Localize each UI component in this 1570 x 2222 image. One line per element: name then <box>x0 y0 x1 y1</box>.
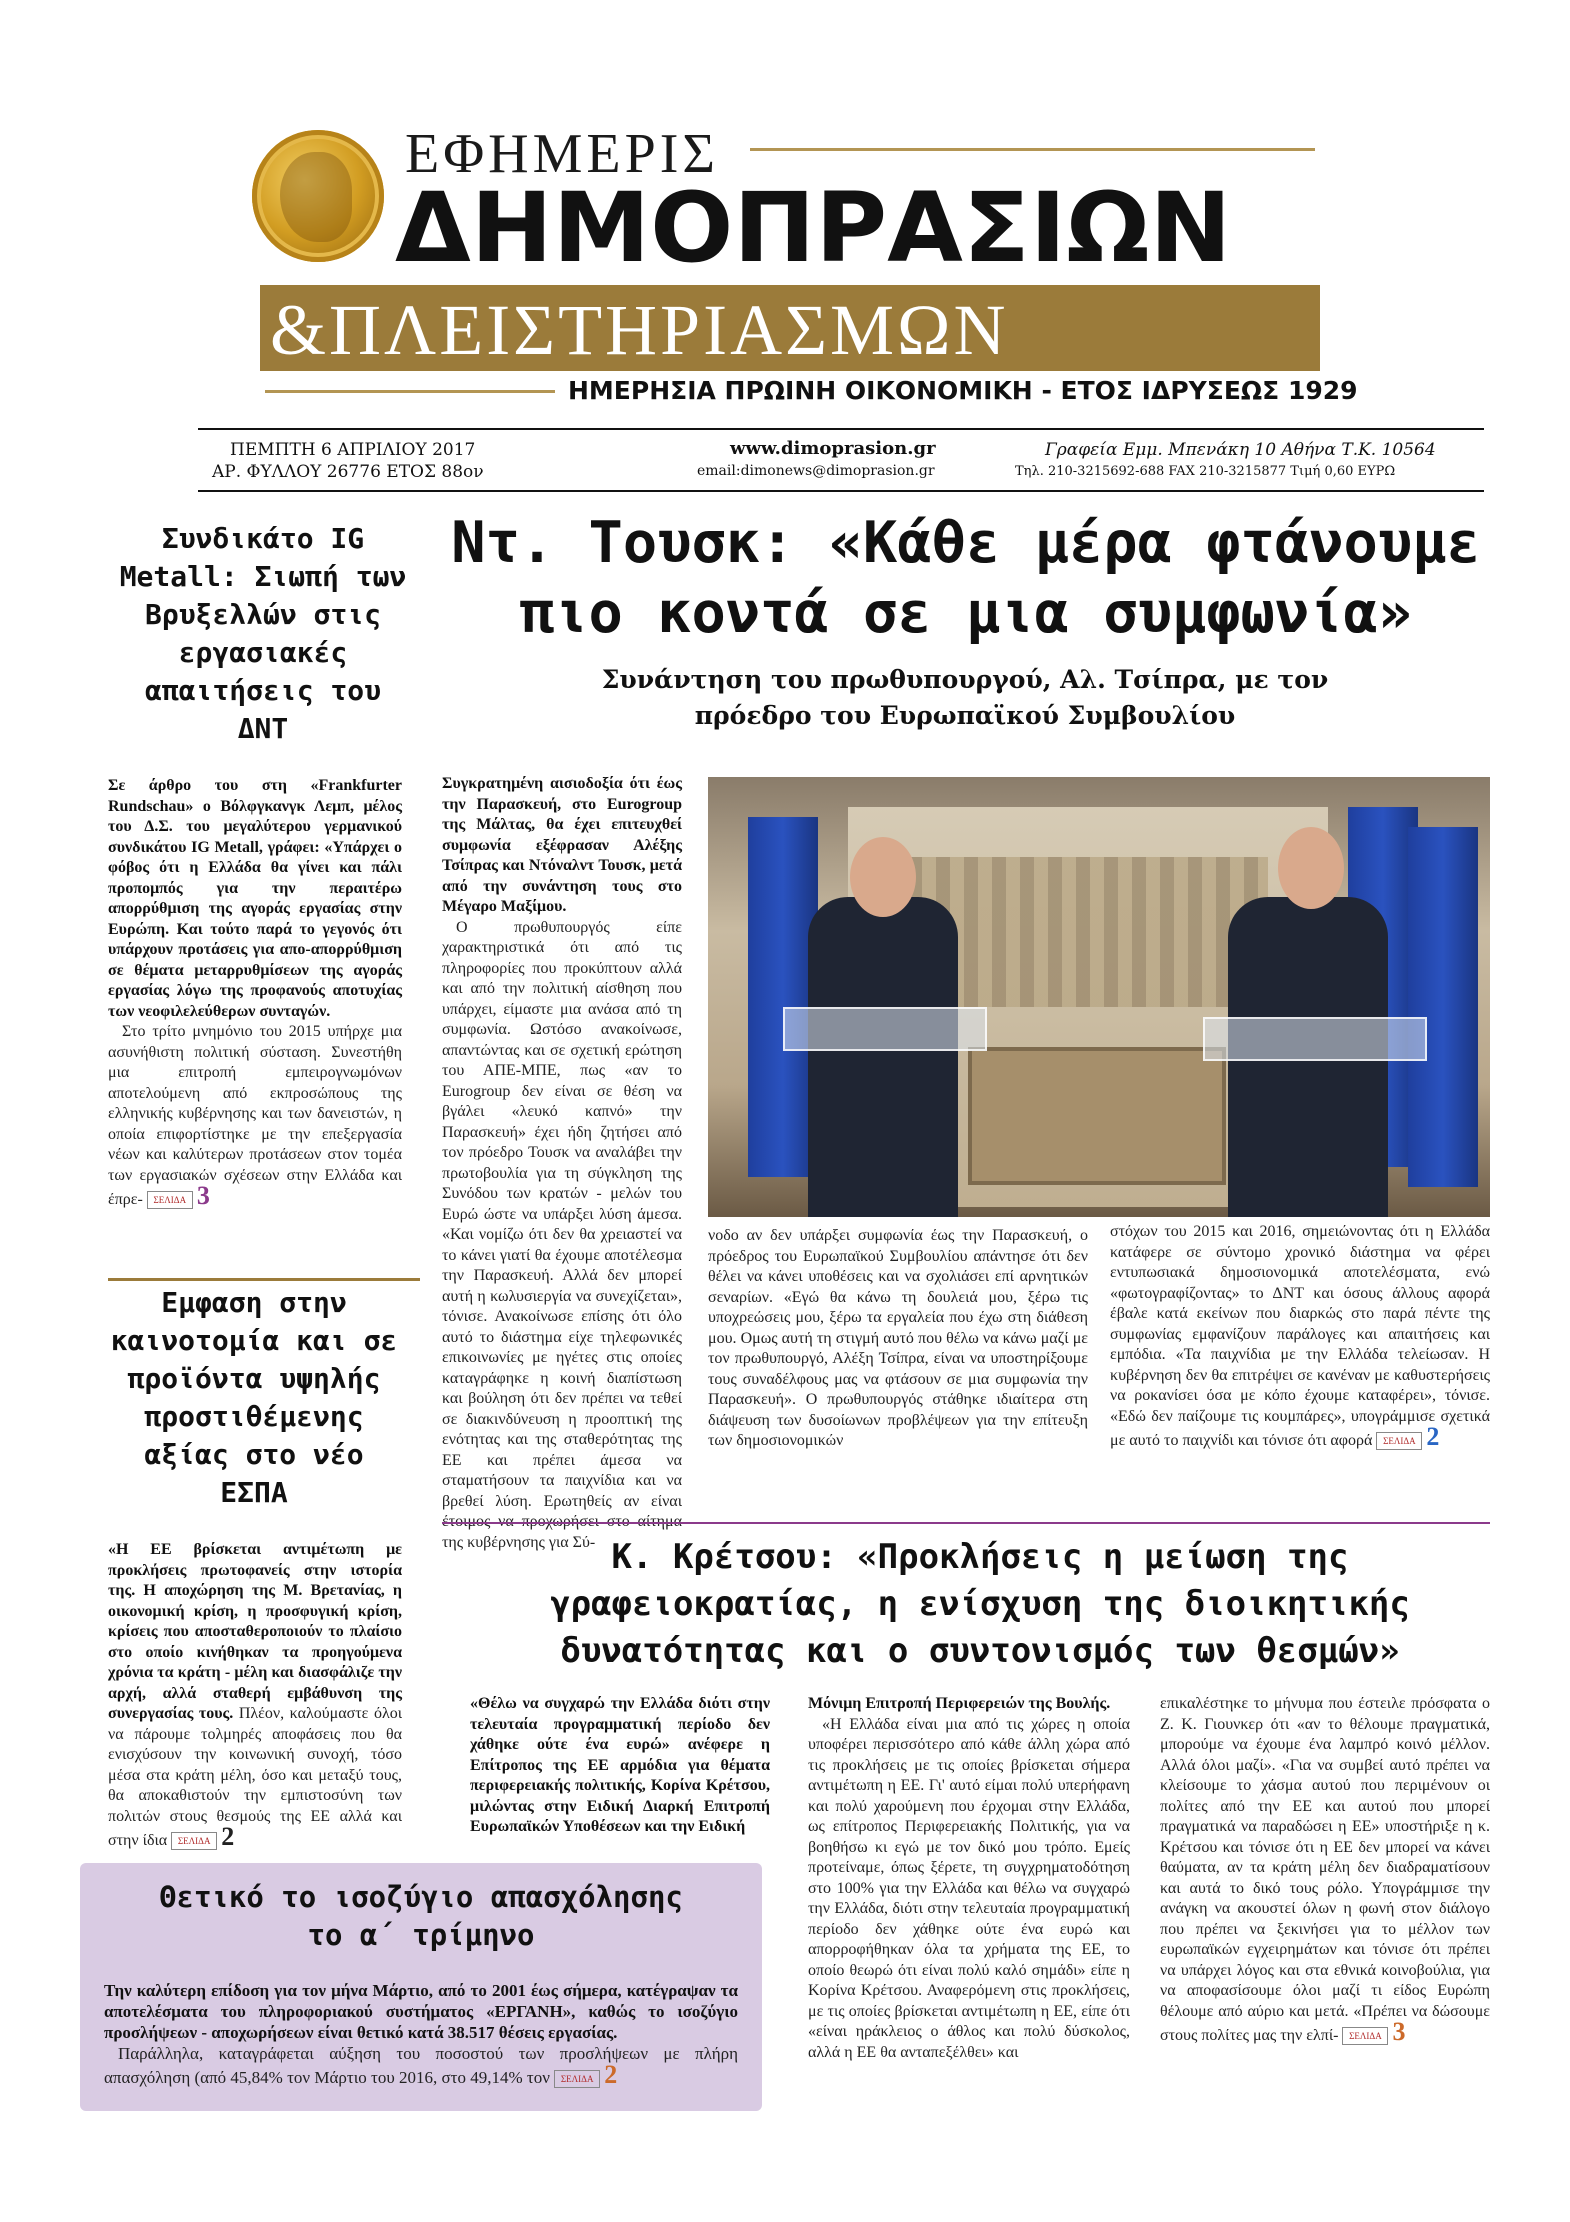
website-link[interactable]: www.dimoprasion.gr <box>730 438 936 459</box>
main-col1: Συγκρατημένη αισιοδοξία ότι έως την Παρασκευή, στο Eurogroup της Μάλτας, θα έχει επιτευχθεί συμφωνία εξέφρασαν Αλέξης Τσίπρας και Ντόναλντ Τουσκ, μετά από την συνάντηση τους στο Μέγαρο Μαξίμου. Ο πρωθυπουργός είπε χαρακτηριστικά ότι από τις πληροφορίες που προκύπτουν αλλά και από την πολιτική αίσθηση που υπάρχει, είμαστε μια ανάσα από τη συμφωνία. Ωστόσο ανακοίνωσε, απαντώντας και σε σχετική ερώτηση του ΑΠΕ-ΜΠΕ, πως «αν το Eurogroup δεν είναι σε θέση να βγάλει «λευκό καπνό» την Παρασκευή» έχει ήδη ζητήσει από τον πρόεδρο Τουσκ να αναλάβει την πρωτοβουλία για τη σύγκληση της Συνόδου των κρατών - μελών του Ευρώ ώστε να υπάρξει λύση άμεσα. «Και νομίζω ότι δεν θα χρειαστεί να το κάνει γιατί θα έχουμε αποτέλεσμα την Παρασκευή. Αλλά δεν μπορεί αυτή η κωλυσιεργία να συνεχίζεται», τόνισε. Ανακοίνωσε επίσης ότι όλο αυτό το διάστημα είχε τηλεφωνικές επικοινωνίες με ηγέτες στις οποίες καταγράφηκε η κοινή διαπίστωση και βούληση ότι δεν πρέπει να τεθεί σε διακινδύνευση η προοπτική της ενότητας και της σταθερότητας της ΕΕ και πρέπει άμεσα να σταματήσουν τα παιχνίδια και να βρεθεί λύση. Ερωτηθείς αν είναι της κυβέρνησης για Σύ- <box>442 775 682 1551</box>
left-article2-lead: «Η ΕΕ βρίσκεται αντιμέτωπη με προκλήσεις πρωτοφανείς στην ιστορία της. Η αποχώρηση της Μ. Βρετανίας, η οικονομική κρίση, η προσφυγική κρίση, κρίσεις που αποσταθεροποιούν το πλαίσιο στο οποίο κινήθηκαν τα προηγούμενα χρόνια τα κράτη - μέλη και διασφάλιζε την αρχή, αλλά σταθερή εμβάθυνση της συνεργασίας τους. <box>108 1541 402 1722</box>
info-rule-top <box>198 428 1484 430</box>
main-headline: Ντ. Τουσκ: «Κάθε μέρα φτάνουμε πιο κοντά σε μια συμφωνία» <box>451 510 1481 646</box>
news-photo <box>708 777 1490 1217</box>
left-article1-headline: Συνδικάτο IG Metall: Σιωπή των Βρυξελλών στις εργασιακές απαιτήσεις του ΔΝΤ <box>119 522 407 745</box>
left-article1-body: Σε άρθρο του στη «Frankfurter Rundschau» ο Βόλφγκανγκ Λεμπ, μέλος του Δ.Σ. του μεγαλύτερου γερμανικού συνδικάτου IG Metall, γράφει: «Υπάρχει ο φόβος ότι η Ελλάδα θα γίνει και πάλι προπομπός για την περαιτέρω απορρύθμιση της αγοράς εργασίας στην Ευρώπη. Και τούτο παρά το γεγονός ότι υπάρχουν προτάσεις για απο-απορρύθμιση σε θέματα μεταρρυθμίσεων της αγοράς εργασίας λόγω της προφανούς αποτυχίας των νεοφιλελεύθερων συνταγών. Στο τρίτο μνημόνιο του 2015 υπήρχε μια ασυνήθιστη πολιτική σύσταση. Συνεστήθη μια επιτροπή εμπειρογνωμόνων αποτελούμενη από εκπροσώπους της ελληνικής κυβέρνησης και των δανειστών, η οποία επιφορτίστηκε με την επεξεργασία νέων και καλύτερων προτάσεων στον τομέα των εργασιακών σχέσεων στην Ελλάδα και έπρε- ΣΕΛΙΔΑ 3 <box>108 777 402 1210</box>
tagline-rule <box>265 390 555 393</box>
main-page[interactable]: 2 <box>1426 1422 1440 1451</box>
main-subhead: Συνάντηση του πρωθυπουργού, Αλ. Τσίπρα, με τον πρόεδρο του Ευρωπαϊκού Συμβουλίου <box>601 665 1329 730</box>
left-divider <box>108 1278 420 1281</box>
email-link[interactable]: email:dimonews@dimoprasion.gr <box>697 463 935 479</box>
masthead-line3: &ΠΛΕΙΣΤΗΡΙΑΣΜΩΝ <box>270 290 1009 370</box>
second-col2: Μόνιμη Επιτροπή Περιφερειών της Βουλής. «Η Ελλάδα είναι μια από τις χώρες η οποία υποφέρει περισσότερο από κάθε άλλη χώρα από τις προκλήσεις με τις οποίες βρίσκεται σήμερα αντιμέτωπη η ΕΕ. Γι' αυτό είμαι πολύ υπερήφανη και πολύ χαρούμενη που έρχομαι στην Ελλάδα, ως επίτροπος Περιφερειακής Πολιτικής, για να βοηθήσω κι εγώ με τον δικό μου τρόπο. Εμείς προτείναμε, όπως ξέρετε, τη συγχρηματοδότηση στο 100% για την Ελλάδα και θέλω να συγχαρώ την Ελλάδα, διότι στην τελευταία προγραμματική περίοδο δεν χάθηκε ούτε ένα ευρώ και απορροφήθηκαν όλα τα χρήματα της ΕΕ, το οποίο θεωρώ ότι είναι πολύ καλό σημάδι» είπε η Κορίνα Κρέτσου. Αναφερόμενη στις προκλήσεις, με τις οποίες βρίσκεται αντιμέτωπη η ΕΕ, είπε ότι «είναι ηράκλειος ο άθλος και πολύ δύσκολος, αλλά η ΕΕ θα ανταπεξέλθει» και <box>808 1695 1130 2061</box>
second-col3: επικαλέστηκε το μήνυμα που έστειλε πρόσφατα ο Ζ. Κ. Γιουνκερ ότι «αν το θέλουμε πραγματικά, μπορούμε να έχουμε ένα λαμπρό κοινό μέλλον. Αλλά όλοι μαζί». «Για να συμβεί αυτό πρέπει να κλείσουμε το χάσμα αυτού που περιμένουν οι πολίτες από την ΕΕ και αυτού που μπορεί πραγματικά να παραδώσει η ΕΕ» υποστήριξε η κ. Κρέτσου και τόνισε ότι η ΕΕ δεν μπορεί να κάνει θαύματα, αν τα κράτη μέλη δεν διαδραματίσουν και αυτά το δικό τους ρόλο. Υπογράμμισε την ανάγκη να ακουστεί όλων η φωνή στον διάλογο που πρέπει να ξεκινήσει για το μέλλον των ευρωπαϊκών εγχειρημάτων και τόνισε ότι πρέπει να υπάρχει λόγος και στα εθνικά κοινοβούλια, για να αποφασίσουμε όλοι μαζί τι είδος Ευρώπη θέλουμε από αύριο και μετά. «Πρέπει να δώσουμε στους πολίτες μας την ελπί- ΣΕΛΙΔΑ 3 <box>1160 1695 1490 2046</box>
contact-info: Τηλ. 210-3215692-688 FAX 210-3215877 Τιμή 0,60 ΕΥΡΩ <box>1015 464 1396 479</box>
box-headline: Θετικό το ισοζύγιο απασχόλησης το α΄ τρίμηνο <box>159 1880 683 1952</box>
left-article1-lead: Σε άρθρο του στη «Frankfurter Rundschau» ο Βόλφγκανγκ Λεμπ, μέλος του Δ.Σ. του μεγαλύτερου γερμανικού συνδικάτου IG Metall, γράφει: «Υπάρχει ο φόβος ότι η Ελλάδα θα γίνει και πάλι προπομπός για την περαιτέρω απορρύθμιση της αγοράς εργασίας στην Ευρώπη. Και τούτο παρά το γεγονός ότι υπάρχουν προτάσεις για απο-απορρύθμιση σε θέματα μεταρρυθμίσεων της αγοράς εργασίας λόγω της προφανούς αποτυχίας των νεοφιλελεύθερων συνταγών. <box>108 777 402 1020</box>
masthead-title: ΔΗΜΟΠΡΑΣΙΩΝ <box>395 172 1232 284</box>
main-lead: Συγκρατημένη αισιοδοξία ότι έως την Παρασκευή, στο Eurogroup της Μάλτας, θα έχει επιτευχθεί συμφωνία εξέφρασαν Αλέξης Τσίπρας και Ντόναλντ Τουσκ, μετά από την συνάντηση τους στο Μέγαρο Μαξίμου. <box>442 775 682 915</box>
masthead-rule <box>750 148 1315 151</box>
section-divider <box>442 1522 1490 1524</box>
info-rule-bottom <box>198 490 1484 492</box>
second-headline: Κ. Κρέτσου: «Προκλήσεις η μείωση της γραφειοκρατίας, η ενίσχυση της διοικητικής δυνατότητας και ο συντονισμός των θεσμών» <box>550 1537 1410 1671</box>
left-article2-body: «Η ΕΕ βρίσκεται αντιμέτωπη με προκλήσεις πρωτοφανείς στην ιστορία της. Η αποχώρηση της Μ. Βρετανίας, η οικονομική κρίση, η προσφυγική κρίση, κρίσεις που αποσταθεροποιούν το πλαίσιο στο οποίο κινήθηκαν τα προηγούμενα χρόνια τα κράτη - μέλη και διασφάλιζε την αρχή, αλλά σταθερή εμβάθυνση της συνεργασίας τους. Πλέον, καλούμαστε όλοι να πάρουμε τολμηρές αποφάσεις που θα ενισχύσουν την κοινωνική συνοχή, τόσο μέσα στα κράτη μέλη, όσο και μεταξύ τους, θα αποκαθιστούν την εμπιστοσύνη των πολιτών στους θεσμούς της ΕΕ αλλά και στην ίδια ΣΕΛΙΔΑ 2 <box>108 1541 403 1851</box>
masthead-band <box>260 285 1320 371</box>
left-article2-headline: Εμφαση στην καινοτομία και σε προϊόντα υψηλής προστιθέμενης αξίας στο νέο ΕΣΠΑ <box>110 1286 398 1509</box>
box-body: Την καλύτερη επίδοση για τον μήνα Μάρτιο, από το 2001 έως σήμερα, κατέγραψαν τα αποτελέσματα του πληροφοριακού συστήματος «ΕΡΓΑΝΗ», καθώς το ισοζύγιο προσλήψεων - αποχωρήσεων είναι θετικό κατά 38.517 θέσεις εργασίας. Παράλληλα, καταγράφεται αύξηση του ποσοστού των προσλήψεων με πλήρη απασχόληση (από 45,84% τον Μάρτιο του 2016, στο 49,14% τον ΣΕΛΙΔΑ 2 <box>104 1981 738 2089</box>
masthead-tagline: ΗΜΕΡΗΣΙΑ ΠΡΩΙΝΗ ΟΙΚΟΝΟΜΙΚΗ - ΕΤΟΣ ΙΔΡΥΣΕΩΣ 1929 <box>568 376 1358 405</box>
offices-address: Γραφεία Εμμ. Μπενάκη 10 Αθήνα Τ.Κ. 10564 <box>1045 440 1436 460</box>
second-col1: «Θέλω να συγχαρώ την Ελλάδα διότι στην τελευταία προγραμματική περίοδο δεν χάθηκε ούτε ένα ευρώ» ανέφερε η Επίτροπος της ΕΕ αρμόδια για θέματα περιφερειακής πολιτικής, Κορίνα Κρέτσου, μιλώντας στην Ειδική Διαρκή Επιτροπή Ευρωπαϊκών Υποθέσεων και την Ειδική <box>470 1695 770 1835</box>
left-article2-page[interactable]: 2 <box>221 1822 235 1851</box>
main-col3: στόχων του 2015 και 2016, σημειώνοντας ότι η Ελλάδα κατάφερε σε σύντομο χρονικό διάστημα να φέρει εντυπωσιακά δημοσιονομικά αποτελέσματα, ενώ «φωτογραφίζοντας» το ΔΝΤ και όσους άλλους αφορά έβαλε κατά εκείνων που διαρκώς στο παρά πέντε της συμφωνίας εμφανίζουν παράλογες και απαιτήσεις και εμπόδια. «Τα παιχνίδια με την Ελλάδα τελείωσαν. Η κυβέρνηση δεν θα επιτρέψει σε κανέναν με καθυστερήσεις να ροκανίσει όσα με κόπο έχουμε καταφέρει», τόνισε. «Εδώ δεν παίζουμε τις κουμπάρες», υπογράμμισε σχετικά με αυτό το παιχνίδι και τόνισε ότι αφορά ΣΕΛΙΔΑ 2 <box>1110 1223 1490 1451</box>
left-article1-page[interactable]: 3 <box>196 1181 210 1210</box>
coin-logo <box>252 130 384 262</box>
issue-date: ΠΕΜΠΤΗ 6 ΑΠΡΙΛΙΟΥ 2017 <box>230 440 476 460</box>
second-page[interactable]: 3 <box>1392 2017 1406 2046</box>
masthead-line1: ΕΦΗΜΕΡΙΣ <box>405 123 719 185</box>
box-page[interactable]: 2 <box>604 2060 618 2089</box>
issue-number: ΑΡ. ΦΥΛΛΟΥ 26776 ΕΤΟΣ 88ον <box>212 462 484 482</box>
main-col2: νοδο αν δεν υπάρξει συμφωνία έως την Παρασκευή, ο πρόεδρος του Ευρωπαϊκού Συμβουλίου απάντησε ότι δεν θέλει να κάνει υποθέσεις και να σχολιάσει επί αρνητικών σεναρίων. «Εγώ θα κάνω τη δουλειά μου, ξέρω τις υποχρεώσεις μου, ξέρω τα εργαλεία που έχω στη διάθεση μου. Ομως αυτή τη στιγμή αυτό που θέλω να κάνω μαζί με τον πρωθυπουργό, Αλέξη Τσίπρα, είναι να υποστηρίξουμε τους συναδέλφους μας να φτάσουν σε μια συμφωνία την Παρασκευή». Ο πρωθυπουργός στάθηκε ιδιαίτερα στη διάψευση των δυσοίωνων προβλέψεων για την επίτευξη των δημοσιονομικών <box>708 1227 1088 1449</box>
